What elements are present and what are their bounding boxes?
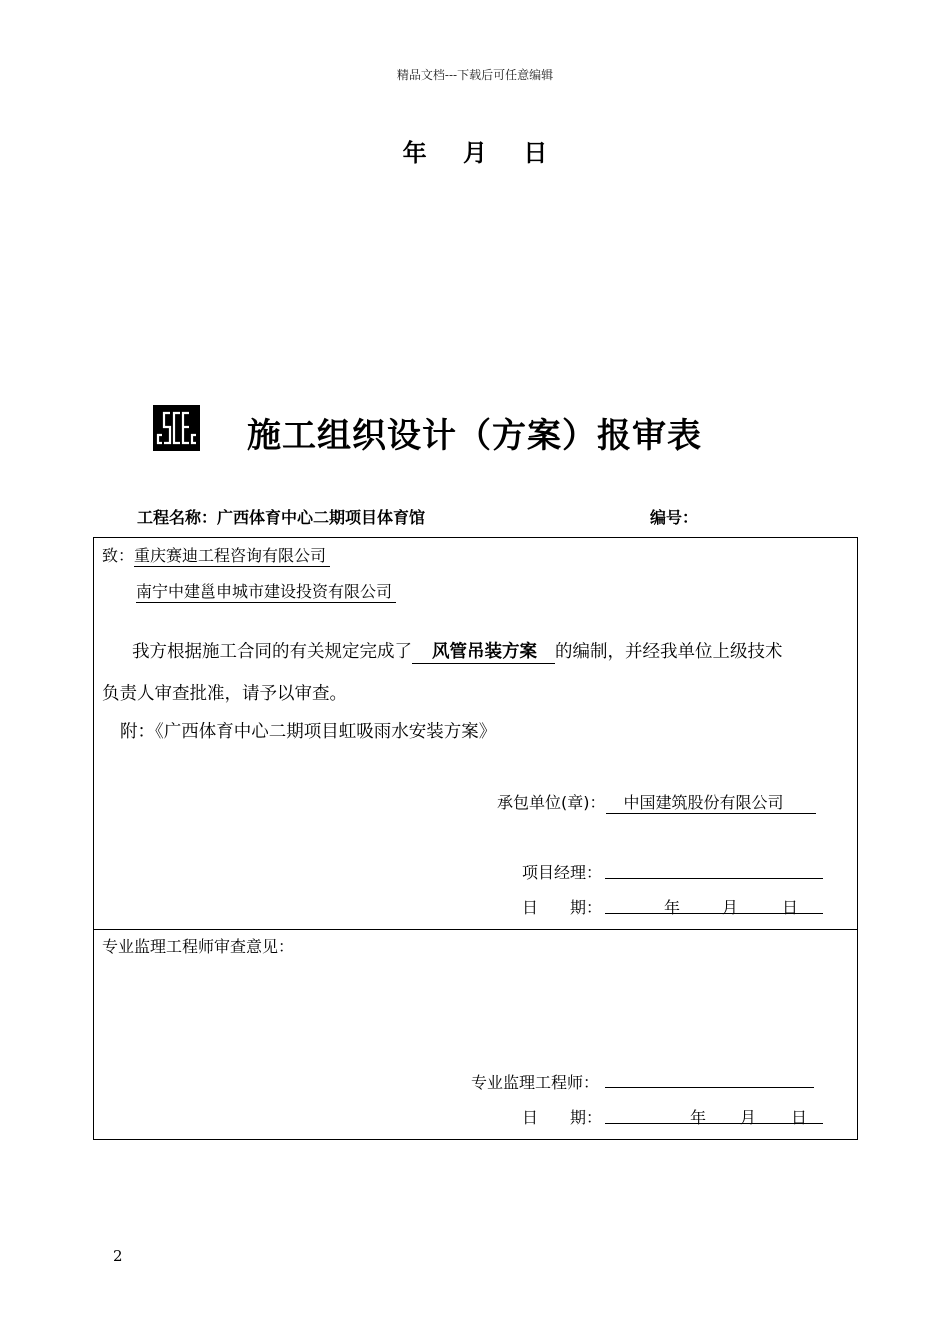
recipient-1: 重庆赛迪工程咨询有限公司 bbox=[134, 543, 330, 567]
page-number: 2 bbox=[113, 1247, 123, 1265]
engineer-signature-line bbox=[605, 1087, 814, 1088]
date-month-1: 月 bbox=[722, 898, 739, 917]
date-year-2: 年 bbox=[690, 1108, 707, 1127]
body-part-2: 的编制，并经我单位上级技术 bbox=[555, 642, 783, 662]
opinion-label: 专业监理工程师审查意见： bbox=[102, 937, 295, 956]
engineer-label: 专业监理工程师： bbox=[471, 1073, 600, 1092]
date-day-1: 日 bbox=[782, 898, 799, 917]
contractor-label: 承包单位(章)： bbox=[497, 793, 606, 812]
contractor-name: 中国建筑股份有限公司 bbox=[606, 790, 816, 814]
body-line-2: 负责人审查批准，请予以审查。 bbox=[102, 684, 347, 704]
top-date-month: 月 bbox=[463, 139, 487, 167]
contractor-line bbox=[497, 790, 816, 814]
recipient-line-1 bbox=[102, 543, 330, 567]
recipient-line-2 bbox=[136, 579, 396, 603]
body-part-1: 我方根据施工合同的有关规定完成了 bbox=[132, 642, 412, 662]
recipient-2: 南宁中建邕申城市建设投资有限公司 bbox=[136, 579, 396, 603]
to-prefix: 致： bbox=[102, 546, 135, 565]
plan-name: 风管吊装方案 bbox=[412, 638, 555, 664]
cscec-logo-icon bbox=[153, 405, 200, 451]
number-label: 编号： bbox=[650, 508, 699, 527]
header-note: 精品文档---下载后可任意编辑 bbox=[396, 68, 554, 82]
date-year-1: 年 bbox=[664, 898, 681, 917]
attachment: 附：《广西体育中心二期项目虹吸雨水安装方案》 bbox=[120, 722, 497, 742]
date-label-1: 日 期： bbox=[522, 898, 603, 917]
date-day-2: 日 bbox=[791, 1108, 808, 1127]
body-line-1 bbox=[132, 638, 783, 664]
form-title: 施工组织设计（方案）报审表 bbox=[247, 416, 702, 456]
pm-label: 项目经理： bbox=[522, 863, 603, 882]
pm-signature-line bbox=[605, 878, 823, 879]
project-name: 工程名称：广西体育中心二期项目体育馆 bbox=[137, 508, 426, 527]
form-table bbox=[93, 537, 858, 1140]
top-date-day: 日 bbox=[523, 139, 548, 167]
top-date bbox=[0, 133, 950, 168]
date-label-2: 日 期： bbox=[522, 1108, 603, 1127]
section-divider bbox=[94, 929, 857, 930]
top-date-year: 年 bbox=[402, 139, 427, 167]
date-month-2: 月 bbox=[740, 1108, 757, 1127]
